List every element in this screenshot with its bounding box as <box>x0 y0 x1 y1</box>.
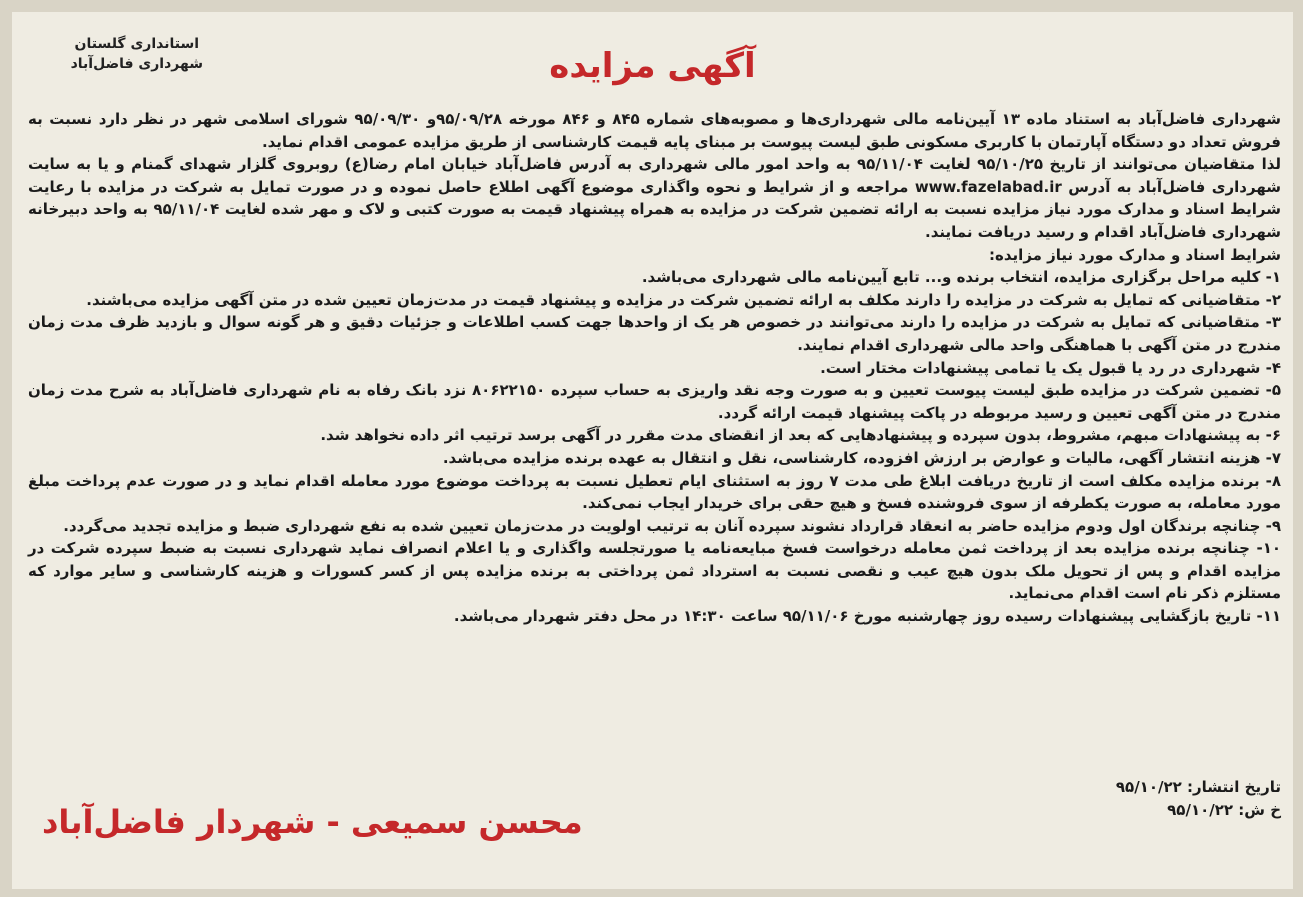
condition-item-9: ۹- چنانچه برندگان اول ودوم مزایده حاضر به انعقاد قرارداد نشوند سپرده آنان به ترتیب اولویت در مدت‌زمان تعیین شده به نفع شهرداری ضبط و مزایده تجدید می‌گردد. <box>63 516 1281 535</box>
condition-item-3: ۳- متقاضیانی که تمایل به شرکت در مزایده را دارند می‌توانند در خصوص هر یک از واحدها جهت کسب اطلاعات و جزئیات دقیق و هر گونه سوال و بازدید ظرف مدت زمان مندرج در متن آگهی با هماهنگی واحد مالی شهرداری اقدام نمایند. <box>28 313 1281 354</box>
condition-item-5: ۵- تضمین شرکت در مزایده طبق لیست پیوست تعیین و به صورت وجه نقد واریزی به حساب سپرده ۸۰۶۲۲۱۵۰ نزد بانک رفاه به نام شهرداری فاضل‌آباد به شرح مدت زمان مندرج در متن آگهی تعیین و رسید مربوطه در پاکت پیشنهاد قیمت ارائه گردد. <box>28 381 1281 422</box>
intro-paragraph: لذا متقاضیان می‌توانند از تاریخ ۹۵/۱۰/۲۵ لغایت ۹۵/۱۱/۰۴ به واحد امور مالی شهرداری به آدرس فاضل‌آباد خیابان امام رضا(ع) روبروی گلزار شهدای گمنام و یا به سایت شهرداری فاضل‌آباد به آدرس www.fazelabad.ir مراجعه و از شرایط و نحوه واگذاری موضوع آگهی اطلاع حاصل نموده و در صورت تمایل به شرکت در مزایده با رعایت شرایط اسناد و مدارک مورد نیاز مزایده نسبت به ارائه تضمین شرکت در مزایده به همراه پیشنهاد قیمت به صورت کتبی و لاک و مهر شده لغایت ۹۵/۱۱/۰۴ به واحد دبیرخانه شهرداری فاضل‌آباد اقدام و رسید دریافت نمایند. <box>28 155 1282 241</box>
condition-item-8: ۸- برنده مزایده مکلف است از تاریخ دریافت ابلاغ طی مدت ۷ روز به استثنای ایام تعطیل نسبت به پرداخت موضوع مورد معامله اقدام نماید و در صورت عدم پرداخت مبلغ مورد معامله، به صورت یکطرفه از سوی فروشنده فسخ و هیچ حقی برای خریدار ایجاب نمی‌کند. <box>28 471 1281 513</box>
intro-paragraph: شهرداری فاضل‌آباد به استناد ماده ۱۳ آیین‌نامه مالی شهرداری‌ها و مصوبه‌های شماره ۸۴۵ و ۸۴۶ مورخه ۹۵/۰۹/۲۸و ۹۵/۰۹/۳۰ شورای اسلامی شهر در نظر دارد نسبت به فروش تعداد دو دستگاه آپارتمان با کاربری مسکونی طبق لیست پیوست بر مبنای پایه قیمت کارشناسی از طریق مزایده عمومی اقدام نماید. <box>28 110 1281 151</box>
notice-title: آگهی مزایده <box>549 46 756 86</box>
condition-item-2: ۲- متقاضیانی که تمایل به شرکت در مزایده را دارند مکلف به ارائه تضمین شرکت در مزایده و پیشنهاد قیمت در مدت‌زمان تعیین شده در متن آگهی مزایده می‌باشند. <box>86 290 1281 309</box>
condition-item-4: ۴- شهرداری در رد یا قبول یک یا تمامی پیشنهادات مختار است. <box>820 358 1281 377</box>
newspaper-clipping <box>12 12 1293 889</box>
kh-sh-date: خ ش: ۹۵/۱۰/۲۲ <box>1167 800 1281 819</box>
org-line-governorate: استانداری گلستان <box>74 36 200 52</box>
condition-item-1: ۱- کلیه مراحل برگزاری مزایده، انتخاب برنده و... تابع آیین‌نامه مالی شهرداری می‌باشد. <box>641 268 1281 287</box>
notice-body <box>28 108 1281 628</box>
condition-item-11: ۱۱- تاریخ بازگشایی پیشنهادات رسیده روز چهارشنبه مورخ ۹۵/۱۱/۰۶ ساعت ۱۴:۳۰ در محل دفتر شهردار می‌باشد. <box>453 607 1281 626</box>
condition-item-10: ۱۰- چنانچه برنده مزایده بعد از پرداخت ثمن معامله درخواست فسخ مبایعه‌نامه یا صورتجلسه واگذاری و یا اعلام انصراف نماید شهرداری نسبت به ضبط سپرده شرکت در مزایده اقدام و پس از تحویل ملک بدون هیچ عیب و نقصی نسبت به استرداد ثمن پرداختی به برنده مزایده پس از کسر کسورات و هزینه کارشناسی و سایر موارد که مستلزم ذکر نام است اقدام می‌نماید. <box>28 539 1281 603</box>
condition-item-7: ۷- هزینه انتشار آگهی، مالیات و عوارض بر ارزش افزوده، کارشناسی، نقل و انتقال به عهده برنده مزایده می‌باشد. <box>442 448 1281 467</box>
footer-dates <box>1116 776 1281 821</box>
org-line-municipality: شهرداری فاضل‌آباد <box>70 56 203 72</box>
condition-item-6: ۶- به پیشنهادات مبهم، مشروط، بدون سپرده و پیشنهادهایی که بعد از انقضای مدت مقرر در آگهی برسد ترتیب اثر داده نخواهد شد. <box>320 426 1281 445</box>
publish-date: تاریخ انتشار: ۹۵/۱۰/۲۲ <box>1115 778 1281 796</box>
mayor-signature: محسن سمیعی - شهردار فاضل‌آباد <box>42 803 583 841</box>
conditions-heading: شرایط اسناد و مدارک مورد نیاز مزایده: <box>989 245 1281 264</box>
